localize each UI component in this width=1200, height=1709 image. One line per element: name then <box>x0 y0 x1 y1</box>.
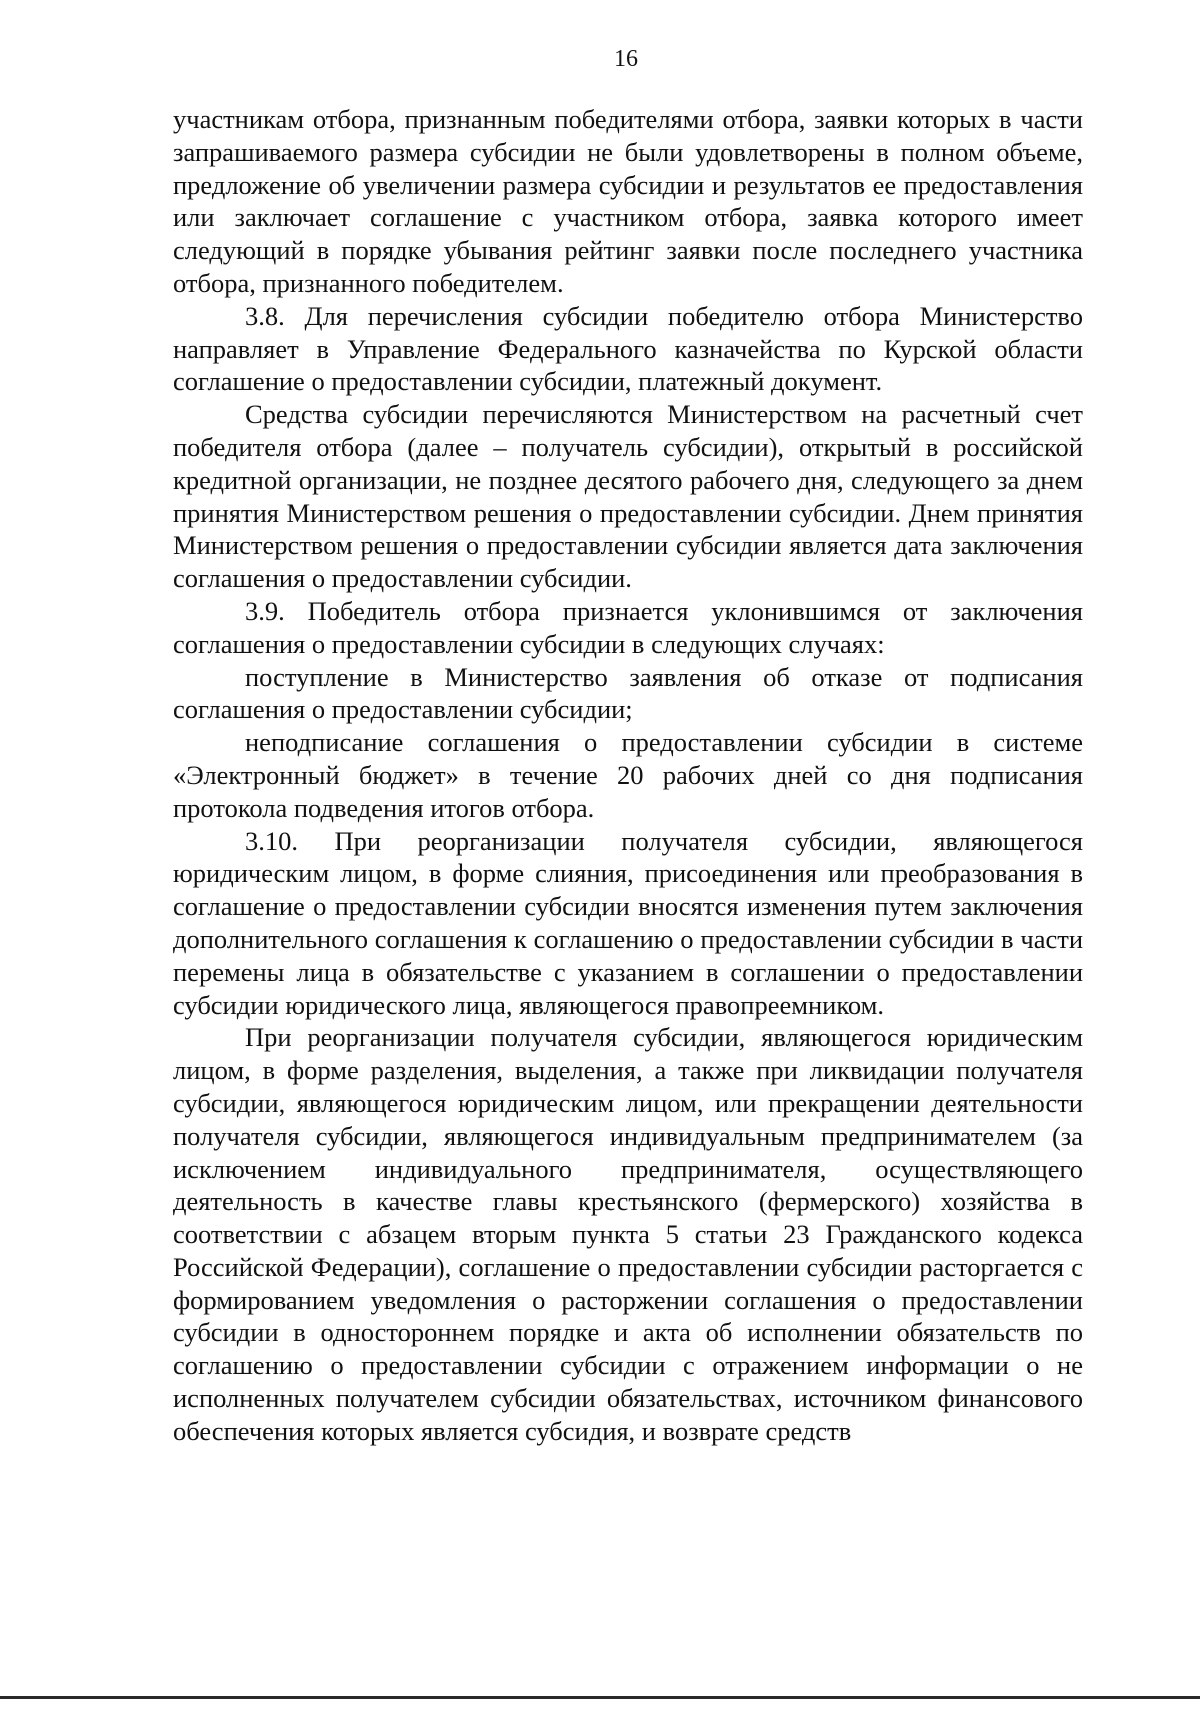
paragraph-3-10: 3.10. При реорганизации получателя субсидии, являющегося юридическим лицом, в форме слияния, присоединения или преобразования в соглашение о предоставлении субсидии вносятся изменения путем заключения дополнительного соглашения к соглашению о предоставлении субсидии в части перемены лица в обязательстве с указанием в соглашении о предоставлении субсидии юридического лица, являющегося правопреемником. <box>173 825 1083 1020</box>
document-body <box>173 103 1083 1448</box>
page-number: 16 <box>614 46 638 72</box>
paragraph-continuation: участникам отбора, признанным победителями отбора, заявки которых в части запрашиваемого размера субсидии не были удовлетворены в полном объеме, предложение об увеличении размера субсидии и результатов ее предоставления или заключает соглашение с участником отбора, заявка которого имеет следующий в порядке убывания рейтинг заявки после последнего участника отбора, признанного победителем. <box>173 104 1083 298</box>
paragraph-reorganization: При реорганизации получателя субсидии, являющегося юридическим лицом, в форме разделения, выделения, а также при ликвидации получателя субсидии, являющегося юридическим лицом, или прекращении деятельности получателя субсидии, являющегося индивидуальным предпринимателем (за исключением индивидуального предпринимателя, осуществляющего деятельность в качестве главы крестьянского (фермерского) хозяйства в соответствии с абзацем вторым пункта 5 статьи 23 Гражданского кодекса Российской Федерации), соглашение о предоставлении субсидии расторгается с формированием уведомления о расторжении соглашения о предоставлении субсидии в одностороннем порядке и акта об исполнении обязательств по соглашению о предоставлении субсидии с отражением информации о не исполненных получателем субсидии обязательствах, источником финансового обеспечения которых является субсидия, и возврате средств <box>173 1022 1083 1446</box>
paragraph-non-signing-case: неподписание соглашения о предоставлении субсидии в системе «Электронный бюджет» в течение 20 рабочих дней со дня подписания протокола подведения итогов отбора. <box>173 727 1083 823</box>
paragraph-3-9: 3.9. Победитель отбора признается уклонившимся от заключения соглашения о предоставлении субсидии в следующих случаях: <box>173 595 1083 659</box>
paragraph-refusal-case: поступление в Министерство заявления об отказе от подписания соглашения о предоставлении субсидии; <box>173 661 1083 725</box>
paragraph-3-8: 3.8. Для перечисления субсидии победителю отбора Министерство направляет в Управление Федерального казначейства по Курской области соглашение о предоставлении субсидии, платежный документ. <box>173 300 1083 397</box>
paragraph-subsidy-transfer: Средства субсидии перечисляются Министерством на расчетный счет победителя отбора (далее – получатель субсидии), открытый в российской кредитной организации, не позднее десятого рабочего дня, следующего за днем принятия Министерством решения о предоставлении субсидии. Днем принятия Министерством решения о предоставлении субсидии является дата заключения соглашения о предоставлении субсидии. <box>173 399 1083 594</box>
page-bottom-edge <box>0 1696 1200 1699</box>
